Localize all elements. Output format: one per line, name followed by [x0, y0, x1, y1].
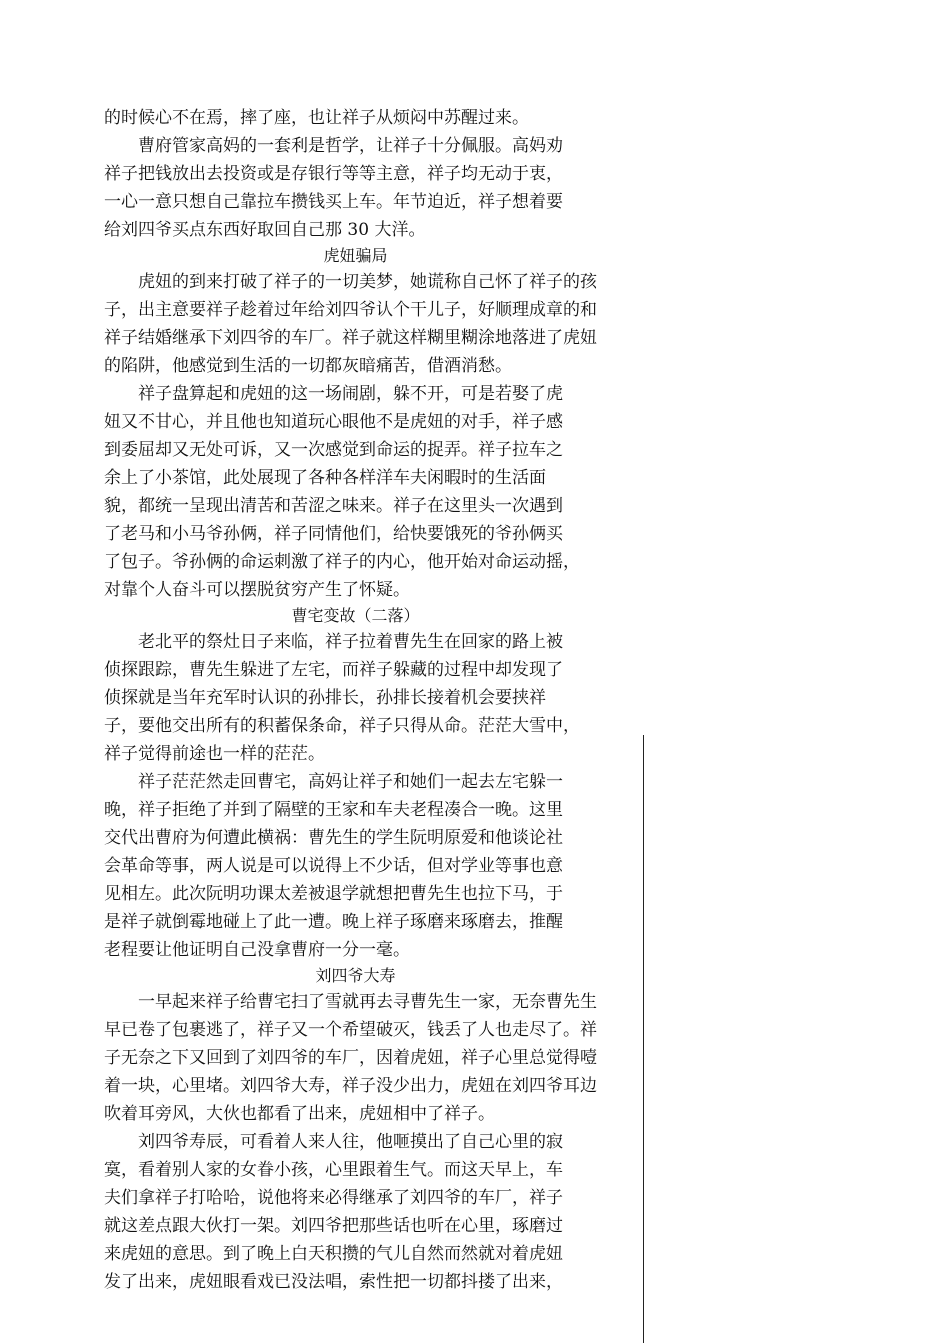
text-line: 就这差点跟大伙打一架。刘四爷把那些话也听在心里，琢磨过: [104, 1216, 563, 1236]
paragraph: [104, 628, 607, 768]
text-line: 交代出曹府为何遭此横祸：曹先生的学生阮明原爱和他谈论社: [104, 828, 563, 848]
text-line: 发了出来，虎妞眼看戏已没法唱，索性把一切都抖搂了出来，: [104, 1272, 563, 1292]
section-heading: 曹宅变故（二落）: [291, 606, 420, 625]
text-line: 曹府管家高妈的一套利是哲学，让祥子十分佩服。高妈劝: [104, 136, 563, 156]
text-line: 给刘四爷买点东西好取回自己那 30 大洋。: [104, 220, 426, 240]
text-line: 到委屈却又无处可诉，又一次感觉到命运的捉弄。祥子拉车之: [104, 440, 563, 460]
text-line: 对靠个人奋斗可以摆脱贫穷产生了怀疑。: [104, 580, 410, 600]
paragraph: [104, 1128, 607, 1296]
paragraph: [104, 380, 607, 604]
document-body: [104, 104, 607, 1296]
text-line: 寞，看着别人家的女眷小孩，心里跟着生气。而这天早上，车: [104, 1160, 563, 1180]
text-line: 子，出主意要祥子趁着过年给刘四爷认个干儿子，好顺理成章的和: [104, 300, 597, 320]
text-line: 祥子结婚继承下刘四爷的车厂。祥子就这样糊里糊涂地落进了虎妞: [104, 328, 597, 348]
paragraph: [104, 268, 607, 380]
text-line: 是祥子就倒霉地碰上了此一遭。晚上祥子琢磨来琢磨去，推醒: [104, 912, 563, 932]
text-line: 晚，祥子拒绝了并到了隔壁的王家和车夫老程凑合一晚。这里: [104, 800, 563, 820]
text-line: 老北平的祭灶日子来临，祥子拉着曹先生在回家的路上被: [104, 632, 563, 652]
text-line: 着一块，心里堵。刘四爷大寿，祥子没少出力，虎妞在刘四爷耳边: [104, 1076, 597, 1096]
vertical-rule: [643, 735, 644, 1343]
text-line: 见相左。此次阮明功课太差被退学就想把曹先生也拉下马，于: [104, 884, 563, 904]
text-line: 貌，都统一呈现出清苦和苦涩之味来。祥子在这里头一次遇到: [104, 496, 563, 516]
text-line: 刘四爷寿辰，可看着人来人往，他咂摸出了自己心里的寂: [104, 1132, 563, 1152]
section-heading: 虎妞骗局: [323, 246, 388, 265]
text-line: 侦探跟踪，曹先生躲进了左宅，而祥子躲藏的过程中却发现了: [104, 660, 563, 680]
text-line: 祥子把钱放出去投资或是存银行等等主意，祥子均无动于衷，: [104, 164, 563, 184]
paragraph: [104, 132, 607, 244]
text-line: 祥子觉得前途也一样的茫茫。: [104, 744, 325, 764]
paragraph: [104, 104, 607, 132]
text-line: 余上了小茶馆，此处展现了各种各样洋车夫闲暇时的生活面: [104, 468, 546, 488]
text-line: 的时候心不在焉，摔了座，也让祥子从烦闷中苏醒过来。: [104, 108, 529, 128]
text-line: 一早起来祥子给曹宅扫了雪就再去寻曹先生一家，无奈曹先生: [104, 992, 597, 1012]
paragraph: [104, 988, 607, 1128]
text-line: 虎妞的到来打破了祥子的一切美梦，她谎称自己怀了祥子的孩: [104, 272, 597, 292]
text-line: 侦探就是当年充军时认识的孙排长，孙排长接着机会要挟祥: [104, 688, 546, 708]
paragraph: [104, 768, 607, 964]
text-line: 了老马和小马爷孙俩，祥子同情他们，给快要饿死的爷孙俩买: [104, 524, 563, 544]
text-line: 老程要让他证明自己没拿曹府一分一毫。: [104, 940, 410, 960]
text-line: 子，要他交出所有的积蓄保条命，祥子只得从命。茫茫大雪中，: [104, 716, 580, 736]
text-line: 的陷阱，他感觉到生活的一切都灰暗痛苦，借酒消愁。: [104, 356, 512, 376]
section-heading: 刘四爷大寿: [315, 966, 396, 985]
text-line: 夫们拿祥子打哈哈，说他将来必得继承了刘四爷的车厂，祥子: [104, 1188, 563, 1208]
text-line: 妞又不甘心，并且他也知道玩心眼他不是虎妞的对手，祥子感: [104, 412, 563, 432]
text-line: 早已卷了包裹逃了，祥子又一个希望破灭，钱丢了人也走尽了。祥: [104, 1020, 597, 1040]
text-line: 一心一意只想自己靠拉车攒钱买上车。年节迫近，祥子想着要: [104, 192, 563, 212]
text-line: 子无奈之下又回到了刘四爷的车厂，因着虎妞，祥子心里总觉得噎: [104, 1048, 597, 1068]
text-line: 来虎妞的意思。到了晚上白天积攒的气儿自然而然就对着虎妞: [104, 1244, 563, 1264]
text-line: 祥子茫茫然走回曹宅，高妈让祥子和她们一起去左宅躲一: [104, 772, 563, 792]
text-line: 了包子。爷孙俩的命运刺激了祥子的内心，他开始对命运动摇，: [104, 552, 580, 572]
text-line: 会革命等事，两人说是可以说得上不少话，但对学业等事也意: [104, 856, 563, 876]
text-line: 祥子盘算起和虎妞的这一场闹剧，躲不开，可是若娶了虎: [104, 384, 563, 404]
text-line: 吹着耳旁风，大伙也都看了出来，虎妞相中了祥子。: [104, 1104, 495, 1124]
